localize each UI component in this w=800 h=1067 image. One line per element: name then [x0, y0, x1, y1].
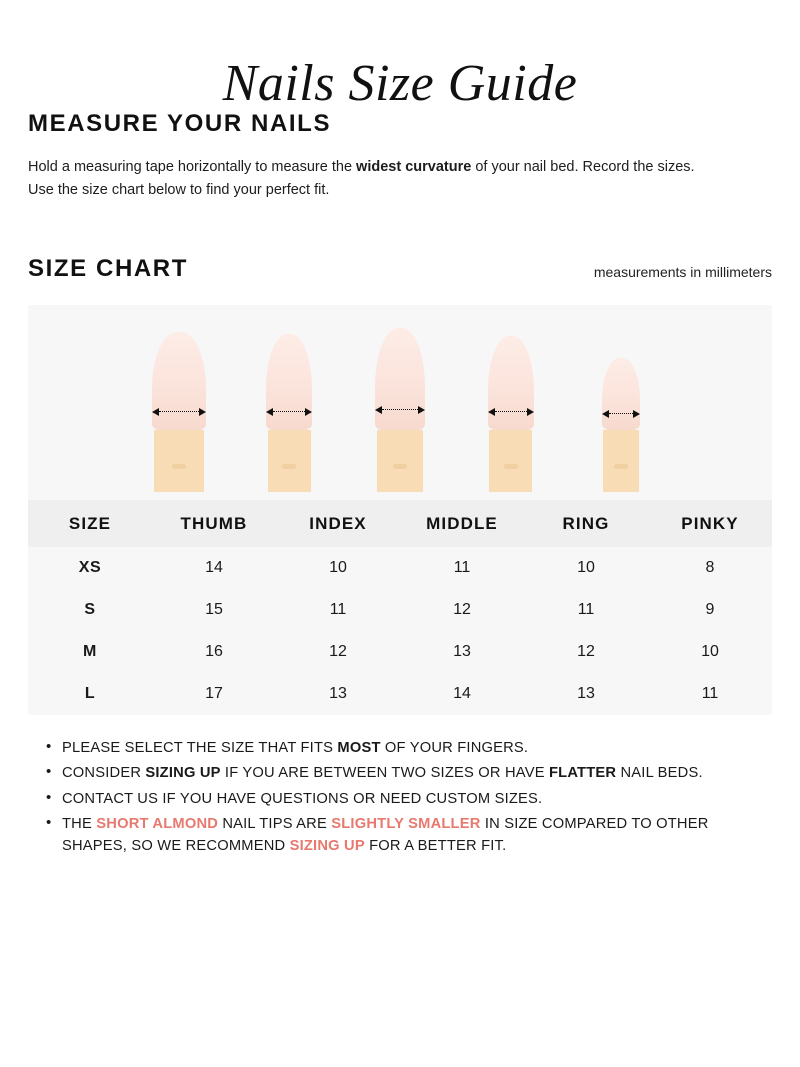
width-arrow-icon [152, 408, 206, 416]
size-chart-heading: SIZE CHART [28, 254, 188, 282]
finger-icon [268, 430, 311, 492]
note4-part-a: THE [62, 816, 97, 832]
cell-size: M [28, 631, 152, 673]
thumb-nail-shape [152, 332, 206, 492]
arrow-head-right-icon [305, 408, 312, 416]
index-nail-shape [266, 334, 312, 492]
note3-text: CONTACT US IF YOU HAVE QUESTIONS OR NEED CUSTOM SIZES. [62, 790, 543, 807]
knuckle-icon [282, 464, 296, 469]
cell-index: 13 [276, 673, 400, 715]
cell-pinky: 11 [648, 673, 772, 715]
arrow-line-icon [382, 409, 418, 410]
arrow-head-right-icon [199, 408, 206, 416]
cell-thumb: 14 [152, 547, 276, 589]
cell-size: L [28, 673, 152, 715]
note4-part-g: FOR A BETTER FIT. [364, 838, 507, 855]
middle-nail-shape [375, 328, 425, 492]
arrow-line-icon [159, 411, 199, 412]
finger-icon [489, 430, 532, 492]
sizing-notes-list [28, 737, 772, 858]
table-header-row [28, 500, 772, 547]
cell-middle: 12 [400, 589, 524, 631]
nail-tip-icon [602, 358, 640, 430]
column-header-pinky: PINKY [648, 500, 772, 547]
knuckle-icon [614, 464, 628, 469]
cell-ring: 13 [524, 673, 648, 715]
size-chart [28, 305, 772, 715]
column-header-middle: MIDDLE [400, 500, 524, 547]
ring-nail-shape [488, 336, 534, 492]
column-header-size: SIZE [28, 500, 152, 547]
measure-instructions [28, 156, 718, 203]
note4-part-e: IN SIZE COMPARED TO OTHER SHAPES, SO WE RECOMMEND [62, 816, 709, 855]
nail-illustrations [28, 305, 772, 500]
ring-nail-figure [455, 336, 566, 492]
measurement-units-note: measurements in millimeters [593, 263, 772, 280]
knuckle-icon [504, 464, 518, 469]
cell-index: 12 [276, 631, 400, 673]
column-header-index: INDEX [276, 500, 400, 547]
table-row [28, 631, 772, 673]
cell-pinky: 10 [648, 631, 772, 673]
measure-heading: MEASURE YOUR NAILS [28, 110, 332, 137]
thumb-nail-figure [124, 332, 235, 492]
table-row [28, 589, 772, 631]
column-header-ring: RING [524, 500, 648, 547]
index-nail-figure [234, 334, 345, 492]
size-chart-table [28, 500, 772, 715]
list-item [46, 762, 772, 784]
cell-middle: 14 [400, 673, 524, 715]
cell-index: 10 [276, 547, 400, 589]
arrow-line-icon [609, 413, 633, 414]
cell-middle: 13 [400, 631, 524, 673]
note2-part-c: IF YOU ARE BETWEEN TWO SIZES OR HAVE [220, 765, 549, 782]
note1-part-c: OF YOUR FINGERS. [380, 739, 529, 756]
cell-ring: 11 [524, 589, 648, 631]
cell-middle: 11 [400, 547, 524, 589]
arrow-head-right-icon [527, 408, 534, 416]
cell-size: XS [28, 547, 152, 589]
knuckle-icon [393, 464, 407, 469]
arrow-head-left-icon [488, 408, 495, 416]
arrow-head-right-icon [633, 410, 640, 418]
knuckle-icon [172, 464, 186, 469]
measure-text-part2: of your nail bed. Record the sizes. Use the size chart below to find your perfect fit. [28, 159, 695, 199]
note4-highlight-short-almond: SHORT ALMOND [96, 816, 219, 832]
list-item [46, 788, 772, 810]
finger-icon [603, 430, 639, 492]
nail-tip-icon [375, 328, 425, 430]
arrow-line-icon [495, 411, 527, 412]
cell-ring: 10 [524, 547, 648, 589]
column-header-thumb: THUMB [152, 500, 276, 547]
width-arrow-icon [266, 408, 312, 416]
cell-size: S [28, 589, 152, 631]
list-item [46, 813, 772, 858]
cell-thumb: 17 [152, 673, 276, 715]
cell-ring: 12 [524, 631, 648, 673]
cell-pinky: 9 [648, 589, 772, 631]
note2-part-a: CONSIDER [62, 765, 146, 782]
width-arrow-icon [488, 408, 534, 416]
arrow-head-left-icon [375, 406, 382, 414]
arrow-head-left-icon [152, 408, 159, 416]
page-title-wrap [0, 0, 800, 110]
arrow-head-left-icon [602, 410, 609, 418]
cell-index: 11 [276, 589, 400, 631]
note4-highlight-sizing-up: SIZING UP [289, 838, 365, 855]
cell-pinky: 8 [648, 547, 772, 589]
cell-thumb: 16 [152, 631, 276, 673]
cell-thumb: 15 [152, 589, 276, 631]
note4-highlight-slightly-smaller: SLIGHTLY SMALLER [331, 816, 481, 832]
note1-bold: MOST [337, 739, 381, 756]
note2-bold-1: SIZING UP [145, 765, 221, 782]
arrow-head-left-icon [266, 408, 273, 416]
finger-icon [154, 430, 204, 492]
pinky-nail-figure [566, 358, 677, 492]
page-content [0, 110, 800, 858]
pinky-nail-shape [602, 358, 640, 492]
table-row [28, 673, 772, 715]
note4-part-c: NAIL TIPS ARE [218, 816, 332, 832]
arrow-line-icon [273, 411, 305, 412]
arrow-head-right-icon [418, 406, 425, 414]
finger-icon [377, 430, 423, 492]
middle-nail-figure [345, 328, 456, 492]
width-arrow-icon [375, 406, 425, 414]
size-chart-heading-row [28, 255, 772, 283]
page-title: Nails Size Guide [222, 55, 578, 112]
note1-part-a: PLEASE SELECT THE SIZE THAT FITS [62, 739, 338, 756]
list-item [46, 737, 772, 759]
note2-part-e: NAIL BEDS. [616, 765, 703, 782]
measure-text-bold: widest curvature [356, 159, 472, 175]
table-row [28, 547, 772, 589]
measure-text-part1: Hold a measuring tape horizontally to measure the [28, 159, 357, 175]
width-arrow-icon [602, 410, 640, 418]
note2-bold-2: FLATTER [548, 765, 617, 782]
